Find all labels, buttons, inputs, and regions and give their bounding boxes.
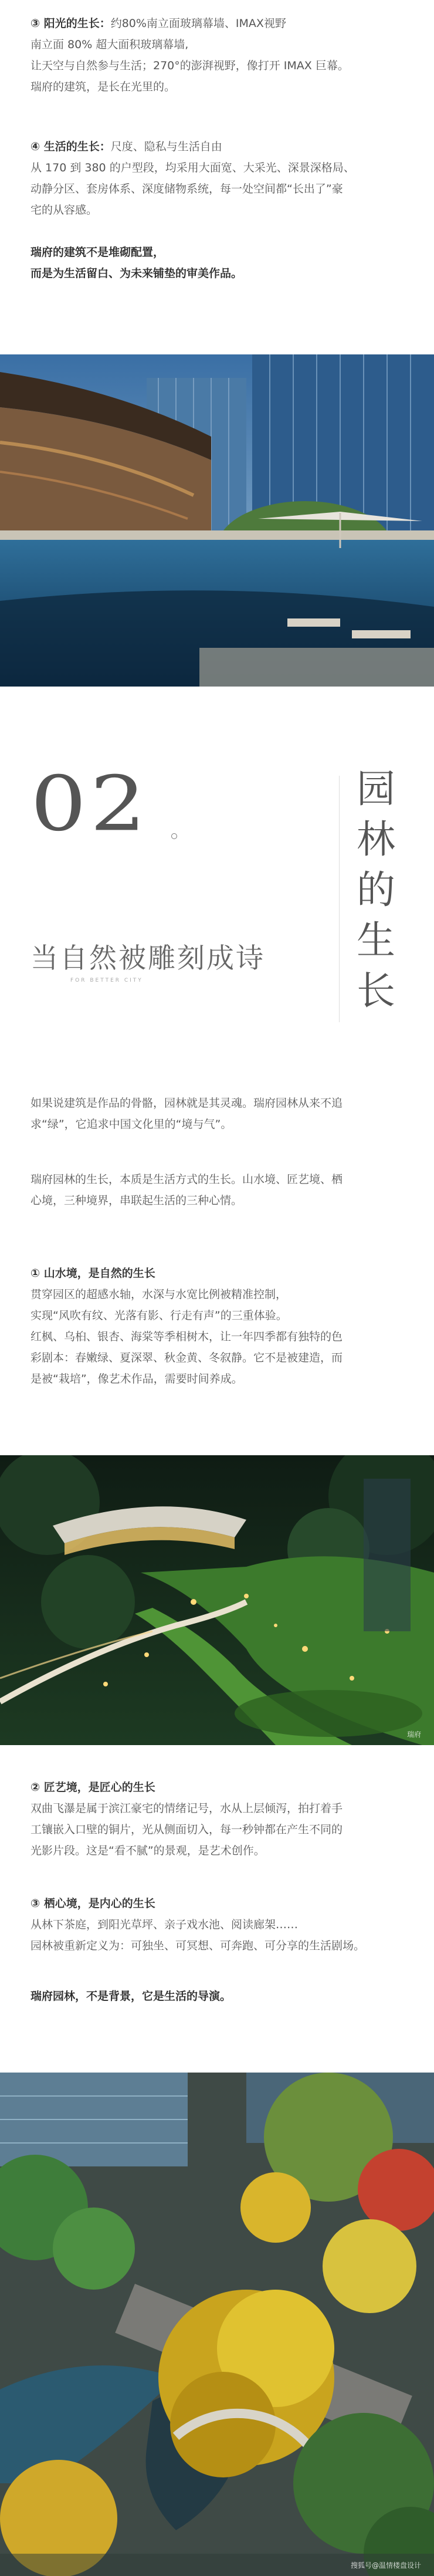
craft-title: ② 匠艺境，是匠心的生长 xyxy=(30,1781,155,1794)
closing-section xyxy=(30,242,404,284)
heart-title: ③ 栖心境，是内心的生长 xyxy=(30,1897,155,1910)
vertical-title-char: 生 xyxy=(357,918,395,963)
tiny-caption: FOR BETTER CITY xyxy=(70,978,143,983)
life-line: 尺度、隐私与生活自由 xyxy=(110,140,222,153)
intro-line: 求“绿”，它追求中国文化里的“境与气”。 xyxy=(30,1118,232,1131)
mountain-title: ① 山水境，是自然的生长 xyxy=(30,1267,155,1280)
mountain-line: 红枫、乌桕、银杏、海棠等季相树木，让一年四季都有独特的色 xyxy=(30,1330,343,1343)
closing-line: 而是为生活留白、为未来铺垫的审美作品。 xyxy=(30,267,243,280)
vertical-title-char: 的 xyxy=(357,867,395,912)
section-number: 02 xyxy=(30,760,150,848)
aerial-photo xyxy=(0,2073,434,2576)
craft-line: 光影片段。这是“看不腻”的景观，是艺术创作。 xyxy=(30,1844,265,1857)
vertical-title xyxy=(350,764,402,1016)
section-subtitle: 当自然被雕刻成诗 xyxy=(30,942,265,975)
mountain-section xyxy=(30,1263,404,1390)
craft-line: 双曲飞瀑是属于滨江豪宅的情绪记号，水从上层倾泻，拍打着手 xyxy=(30,1802,343,1815)
intro-section xyxy=(30,1093,404,1135)
heart-line: 园林被重新定义为：可独坐、可冥想、可奔跑、可分享的生活剧场。 xyxy=(30,1939,365,1952)
vertical-title-char: 林 xyxy=(357,817,395,862)
craft-section xyxy=(30,1777,404,1861)
life-line: 动静分区、套房体系、深度储物系统，每一处空间都“长出了”豪 xyxy=(30,182,343,195)
heart-line: 从林下茶庭，到阳光草坪、亲子戏水池、阅读廊架…… xyxy=(30,1918,299,1931)
life-title: ④ 生活的生长： xyxy=(30,140,111,153)
craft-line: 工镶嵌入口壁的铜片，光从侧面切入，每一秒钟都在产生不同的 xyxy=(30,1823,343,1836)
life-section xyxy=(30,136,404,221)
life-line: 宅的从容感。 xyxy=(30,204,98,217)
divider-line xyxy=(339,776,340,1022)
three-line: 瑞府园林的生长，本质是生活方式的生长。山水境、匠艺境、栖 xyxy=(30,1173,343,1186)
mountain-line: 实现“风吹有纹、光落有影、行走有声”的三重体验。 xyxy=(30,1309,287,1322)
sunlight-line: 让天空与自然参与生活；270°的澎湃视野，像打开 IMAX 巨幕。 xyxy=(30,59,349,72)
garden-night-photo xyxy=(0,1455,434,1745)
sunlight-line: 约80%南立面玻璃幕墙、IMAX视野 xyxy=(110,17,286,30)
mountain-line: 彩剧本：春嫩绿、夏深翠、秋金黄、冬叙静。它不是被建造，而 xyxy=(30,1351,343,1364)
vertical-title-char: 园 xyxy=(357,766,395,812)
life-line: 从 170 到 380 的户型段，均采用大面宽、大采光、深景深格局、 xyxy=(30,161,355,174)
intro-line: 如果说建筑是作品的骨骼，园林就是其灵魂。瑞府园林从来不追 xyxy=(30,1097,343,1110)
three-line: 心境，三种境界，串联起生活的三种心情。 xyxy=(30,1194,243,1207)
pool-photo xyxy=(0,354,434,687)
mountain-line: 是被“栽培”，像艺术作品，需要时间养成。 xyxy=(30,1372,243,1385)
conclusion-section xyxy=(30,1986,404,2007)
sunlight-line: 瑞府的建筑，是长在光里的。 xyxy=(30,80,176,93)
heart-section xyxy=(30,1893,404,1956)
sunlight-title: ③ 阳光的生长： xyxy=(30,17,111,30)
garden-photo-watermark: 瑞府 xyxy=(406,1730,421,1739)
dot-ornament xyxy=(171,833,177,839)
conclusion-line: 瑞府园林，不是背景，它是生活的导演。 xyxy=(30,1990,232,2003)
closing-line: 瑞府的建筑不是堆砌配置， xyxy=(30,246,165,259)
vertical-title-char: 长 xyxy=(357,968,395,1013)
mountain-line: 贯穿园区的超感水轴，水深与水宽比例被精准控制， xyxy=(30,1288,287,1301)
sunlight-line: 南立面 80% 超大面积玻璃幕墙, xyxy=(30,38,189,51)
three-realms-section xyxy=(30,1169,404,1211)
sunlight-section xyxy=(30,13,404,97)
footer-watermark: 搜狐号@温情楼盘设计 xyxy=(350,2561,421,2570)
